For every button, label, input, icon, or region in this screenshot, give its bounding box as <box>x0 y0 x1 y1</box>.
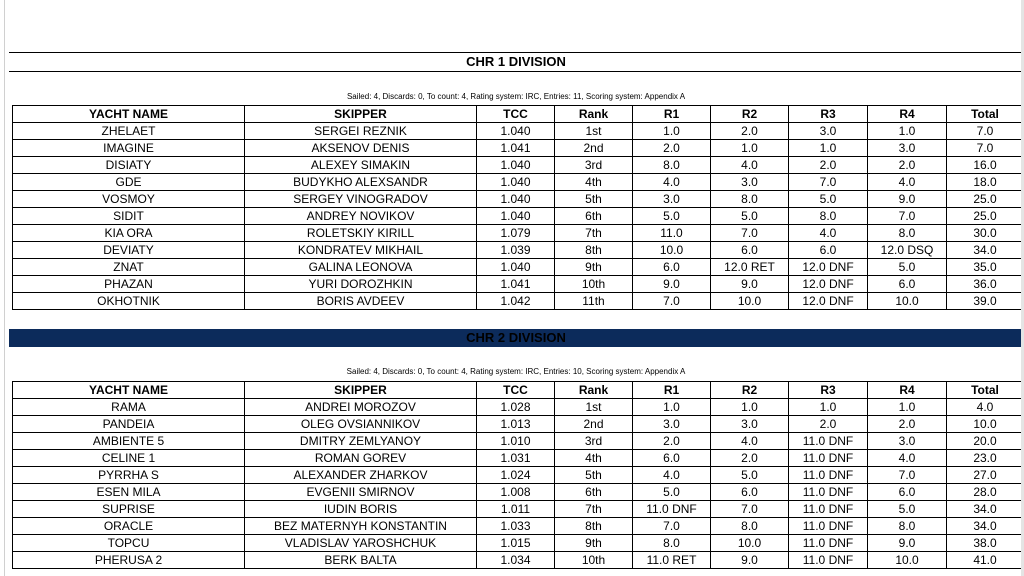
table-cell: GDE <box>13 174 245 191</box>
table-cell: 34.0 <box>947 518 1024 535</box>
table-cell: 1.079 <box>477 225 555 242</box>
column-header: Total <box>947 106 1024 123</box>
division-summary: Sailed: 4, Discards: 0, To count: 4, Rating system: IRC, Entries: 11, Scoring system: Appendix A <box>346 92 686 101</box>
table-cell: PHAZAN <box>13 276 245 293</box>
table-cell: SIDIT <box>13 208 245 225</box>
table-cell: 11.0 <box>633 225 711 242</box>
table-cell: BUDYKHO ALEXSANDR <box>245 174 477 191</box>
table-row <box>13 276 1024 293</box>
table-cell: 5.0 <box>711 467 789 484</box>
table-row <box>13 399 1024 416</box>
column-header: R1 <box>633 106 711 123</box>
table-cell: 11.0 DNF <box>789 501 868 518</box>
table-cell: 1.0 <box>711 399 789 416</box>
table-cell: 7.0 <box>711 501 789 518</box>
table-cell: 11.0 DNF <box>789 552 868 569</box>
column-header: YACHT NAME <box>13 106 245 123</box>
table-cell: 10th <box>555 552 633 569</box>
table-cell: 9.0 <box>868 191 947 208</box>
table-cell: BORIS AVDEEV <box>245 293 477 310</box>
table-cell: 6th <box>555 484 633 501</box>
table-cell: 7th <box>555 501 633 518</box>
table-cell: CELINE 1 <box>13 450 245 467</box>
table-cell: 12.0 DNF <box>789 293 868 310</box>
table-cell: 1.041 <box>477 140 555 157</box>
table-cell: 6.0 <box>868 484 947 501</box>
table-cell: 34.0 <box>947 242 1024 259</box>
table-cell: 2.0 <box>789 157 868 174</box>
table-cell: 9.0 <box>711 276 789 293</box>
column-header: SKIPPER <box>245 106 477 123</box>
table-cell: 23.0 <box>947 450 1024 467</box>
table-cell: IMAGINE <box>13 140 245 157</box>
table-cell: 2.0 <box>789 416 868 433</box>
table-cell: KONDRATEV MIKHAIL <box>245 242 477 259</box>
table-cell: 8.0 <box>711 191 789 208</box>
table-cell: 1.033 <box>477 518 555 535</box>
table-row <box>13 157 1024 174</box>
table-cell: 4.0 <box>633 467 711 484</box>
table-cell: 18.0 <box>947 174 1024 191</box>
table-cell: 7.0 <box>868 467 947 484</box>
table-cell: 1.024 <box>477 467 555 484</box>
table-cell: 11.0 RET <box>633 552 711 569</box>
table-cell: 7.0 <box>789 174 868 191</box>
division-summary: Sailed: 4, Discards: 0, To count: 4, Rating system: IRC, Entries: 10, Scoring system: Appendix A <box>346 367 686 376</box>
table-cell: 9.0 <box>711 552 789 569</box>
column-header: R3 <box>789 106 868 123</box>
table-body <box>13 123 1024 310</box>
table-cell: OLEG OVSIANNIKOV <box>245 416 477 433</box>
table-cell: 1.040 <box>477 259 555 276</box>
table-cell: 11.0 DNF <box>789 433 868 450</box>
table-cell: 3.0 <box>789 123 868 140</box>
column-header: YACHT NAME <box>13 382 245 399</box>
table-cell: BEZ MATERNYH KONSTANTIN <box>245 518 477 535</box>
table-cell: SERGEY VINOGRADOV <box>245 191 477 208</box>
table-cell: 1.034 <box>477 552 555 569</box>
table-cell: 4.0 <box>868 450 947 467</box>
table-cell: 2.0 <box>633 433 711 450</box>
table-cell: 7.0 <box>947 123 1024 140</box>
table-cell: 8.0 <box>868 225 947 242</box>
table-cell: 41.0 <box>947 552 1024 569</box>
table-cell: 38.0 <box>947 535 1024 552</box>
table-cell: 1.040 <box>477 208 555 225</box>
table-cell: 3.0 <box>633 416 711 433</box>
table-cell: 4.0 <box>789 225 868 242</box>
table-cell: 1.0 <box>868 123 947 140</box>
table-cell: 5.0 <box>633 208 711 225</box>
table-cell: 6.0 <box>633 450 711 467</box>
table-cell: 20.0 <box>947 433 1024 450</box>
table-cell: ROMAN GOREV <box>245 450 477 467</box>
table-cell: 6.0 <box>789 242 868 259</box>
title-rule <box>9 71 1023 72</box>
table-cell: ALEXANDER ZHARKOV <box>245 467 477 484</box>
table-cell: 10.0 <box>711 293 789 310</box>
table-cell: 3rd <box>555 433 633 450</box>
table-row <box>13 191 1024 208</box>
table-cell: 1.008 <box>477 484 555 501</box>
table-cell: YURI DOROZHKIN <box>245 276 477 293</box>
table-cell: PYRRHA S <box>13 467 245 484</box>
table-cell: 5.0 <box>868 259 947 276</box>
table-row <box>13 416 1024 433</box>
table-cell: 3.0 <box>868 433 947 450</box>
table-cell: 9.0 <box>868 535 947 552</box>
table-cell: 5.0 <box>868 501 947 518</box>
table-row <box>13 518 1024 535</box>
table-cell: 16.0 <box>947 157 1024 174</box>
table-cell: 1.040 <box>477 123 555 140</box>
table-cell: 11.0 DNF <box>789 535 868 552</box>
table-cell: 12.0 DNF <box>789 259 868 276</box>
table-cell: 12.0 DNF <box>789 276 868 293</box>
table-cell: SERGEI REZNIK <box>245 123 477 140</box>
table-cell: 11.0 DNF <box>789 467 868 484</box>
table-cell: 28.0 <box>947 484 1024 501</box>
table-cell: ORACLE <box>13 518 245 535</box>
table-cell: 10.0 <box>633 242 711 259</box>
table-cell: 9.0 <box>633 276 711 293</box>
table-row <box>13 259 1024 276</box>
table-cell: 25.0 <box>947 191 1024 208</box>
table-cell: 7.0 <box>711 225 789 242</box>
table-row <box>13 208 1024 225</box>
table-cell: 6.0 <box>633 259 711 276</box>
table-row <box>13 501 1024 518</box>
table-cell: 25.0 <box>947 208 1024 225</box>
table-cell: 1.041 <box>477 276 555 293</box>
table-cell: 10.0 <box>711 535 789 552</box>
table-cell: 1.011 <box>477 501 555 518</box>
table-cell: 6.0 <box>711 484 789 501</box>
table-cell: 4.0 <box>711 433 789 450</box>
table-cell: 2.0 <box>711 450 789 467</box>
table-cell: 5.0 <box>711 208 789 225</box>
table-cell: 3.0 <box>633 191 711 208</box>
table-cell: 11.0 DNF <box>789 484 868 501</box>
table-cell: 6.0 <box>711 242 789 259</box>
table-cell: 5.0 <box>789 191 868 208</box>
table-cell: 8.0 <box>633 535 711 552</box>
table-cell: 2.0 <box>868 416 947 433</box>
column-header: R2 <box>711 382 789 399</box>
table-cell: 5.0 <box>633 484 711 501</box>
table-cell: VOSMOY <box>13 191 245 208</box>
table-cell: 1.015 <box>477 535 555 552</box>
table-cell: 1.040 <box>477 174 555 191</box>
table-cell: 1.0 <box>633 123 711 140</box>
column-header: Rank <box>555 382 633 399</box>
table-header <box>13 382 1024 399</box>
table-cell: 1.028 <box>477 399 555 416</box>
table-body <box>13 399 1024 569</box>
table-cell: 6.0 <box>868 276 947 293</box>
table-cell: ALEXEY SIMAKIN <box>245 157 477 174</box>
table-cell: 1.0 <box>868 399 947 416</box>
table-cell: 10.0 <box>868 552 947 569</box>
table-cell: 4.0 <box>711 157 789 174</box>
table-cell: 7.0 <box>947 140 1024 157</box>
table-cell: 4th <box>555 174 633 191</box>
table-cell: 1.040 <box>477 191 555 208</box>
table-cell: 35.0 <box>947 259 1024 276</box>
table-cell: 8.0 <box>789 208 868 225</box>
table-cell: DISIATY <box>13 157 245 174</box>
table-cell: 7th <box>555 225 633 242</box>
table-cell: IUDIN BORIS <box>245 501 477 518</box>
table-cell: 11.0 DNF <box>789 518 868 535</box>
table-cell: 4.0 <box>947 399 1024 416</box>
division-title: CHR 1 DIVISION <box>466 54 566 69</box>
table-cell: 11.0 DNF <box>633 501 711 518</box>
table-cell: 1.0 <box>633 399 711 416</box>
table-cell: ANDREI MOROZOV <box>245 399 477 416</box>
table-cell: 30.0 <box>947 225 1024 242</box>
table-row <box>13 140 1024 157</box>
table-cell: 1st <box>555 399 633 416</box>
table-cell: AKSENOV DENIS <box>245 140 477 157</box>
table-cell: 3rd <box>555 157 633 174</box>
table-cell: 1.0 <box>789 140 868 157</box>
column-header: TCC <box>477 382 555 399</box>
table-cell: RAMA <box>13 399 245 416</box>
table-row <box>13 467 1024 484</box>
table-cell: 1st <box>555 123 633 140</box>
table-cell: 9th <box>555 259 633 276</box>
table-row <box>13 433 1024 450</box>
table-cell: 10.0 <box>947 416 1024 433</box>
table-cell: 11.0 DNF <box>789 450 868 467</box>
table-cell: 3.0 <box>711 416 789 433</box>
table-cell: 2.0 <box>868 157 947 174</box>
table-cell: 4th <box>555 450 633 467</box>
table-cell: 27.0 <box>947 467 1024 484</box>
column-header: R4 <box>868 106 947 123</box>
table-cell: EVGENII SMIRNOV <box>245 484 477 501</box>
column-header: Total <box>947 382 1024 399</box>
table-row <box>13 552 1024 569</box>
table-cell: TOPCU <box>13 535 245 552</box>
column-header: R2 <box>711 106 789 123</box>
table-cell: 12.0 RET <box>711 259 789 276</box>
table-cell: 8.0 <box>633 157 711 174</box>
table-cell: 4.0 <box>868 174 947 191</box>
table-cell: 1.042 <box>477 293 555 310</box>
table-row <box>13 225 1024 242</box>
table-cell: PANDEIA <box>13 416 245 433</box>
table-cell: 1.0 <box>789 399 868 416</box>
table-cell: 10.0 <box>868 293 947 310</box>
table-cell: 5th <box>555 467 633 484</box>
table-cell: GALINA LEONOVA <box>245 259 477 276</box>
table-cell: 2.0 <box>633 140 711 157</box>
table-cell: ANDREY NOVIKOV <box>245 208 477 225</box>
table-header <box>13 106 1024 123</box>
table-cell: 10th <box>555 276 633 293</box>
table-cell: AMBIENTE 5 <box>13 433 245 450</box>
column-header: R3 <box>789 382 868 399</box>
table-cell: 2nd <box>555 416 633 433</box>
results-table <box>12 105 1024 310</box>
table-cell: 8th <box>555 518 633 535</box>
table-row <box>13 293 1024 310</box>
table-cell: ROLETSKIY KIRILL <box>245 225 477 242</box>
table-row <box>13 450 1024 467</box>
table-cell: 4.0 <box>633 174 711 191</box>
column-header: TCC <box>477 106 555 123</box>
table-cell: DEVIATY <box>13 242 245 259</box>
column-header: Rank <box>555 106 633 123</box>
table-cell: 3.0 <box>868 140 947 157</box>
column-header: SKIPPER <box>245 382 477 399</box>
column-header: R1 <box>633 382 711 399</box>
table-cell: 36.0 <box>947 276 1024 293</box>
table-row <box>13 123 1024 140</box>
table-cell: VLADISLAV YAROSHCHUK <box>245 535 477 552</box>
table-cell: 7.0 <box>633 293 711 310</box>
table-cell: 2.0 <box>711 123 789 140</box>
table-cell: ESEN MILA <box>13 484 245 501</box>
document-page <box>4 0 1022 576</box>
table-cell: 12.0 DSQ <box>868 242 947 259</box>
division-title: CHR 2 DIVISION <box>9 329 1023 347</box>
table-cell: 5th <box>555 191 633 208</box>
table-cell: 39.0 <box>947 293 1024 310</box>
table-cell: ZNAT <box>13 259 245 276</box>
table-cell: 1.040 <box>477 157 555 174</box>
table-cell: 2nd <box>555 140 633 157</box>
table-cell: ZHELAET <box>13 123 245 140</box>
table-cell: PHERUSA 2 <box>13 552 245 569</box>
table-cell: 1.013 <box>477 416 555 433</box>
table-cell: 8.0 <box>868 518 947 535</box>
table-cell: 8.0 <box>711 518 789 535</box>
table-cell: DMITRY ZEMLYANOY <box>245 433 477 450</box>
table-cell: 8th <box>555 242 633 259</box>
table-cell: 7.0 <box>633 518 711 535</box>
table-cell: 9th <box>555 535 633 552</box>
results-table <box>12 381 1024 569</box>
table-row <box>13 535 1024 552</box>
table-cell: 34.0 <box>947 501 1024 518</box>
table-cell: 3.0 <box>711 174 789 191</box>
table-cell: OKHOTNIK <box>13 293 245 310</box>
table-cell: 1.031 <box>477 450 555 467</box>
table-row <box>13 242 1024 259</box>
table-cell: 7.0 <box>868 208 947 225</box>
table-cell: 11th <box>555 293 633 310</box>
table-cell: SUPRISE <box>13 501 245 518</box>
table-cell: 1.039 <box>477 242 555 259</box>
table-row <box>13 484 1024 501</box>
column-header: R4 <box>868 382 947 399</box>
table-cell: KIA ORA <box>13 225 245 242</box>
table-cell: 1.0 <box>711 140 789 157</box>
table-cell: BERK BALTA <box>245 552 477 569</box>
table-row <box>13 174 1024 191</box>
table-cell: 6th <box>555 208 633 225</box>
table-cell: 1.010 <box>477 433 555 450</box>
